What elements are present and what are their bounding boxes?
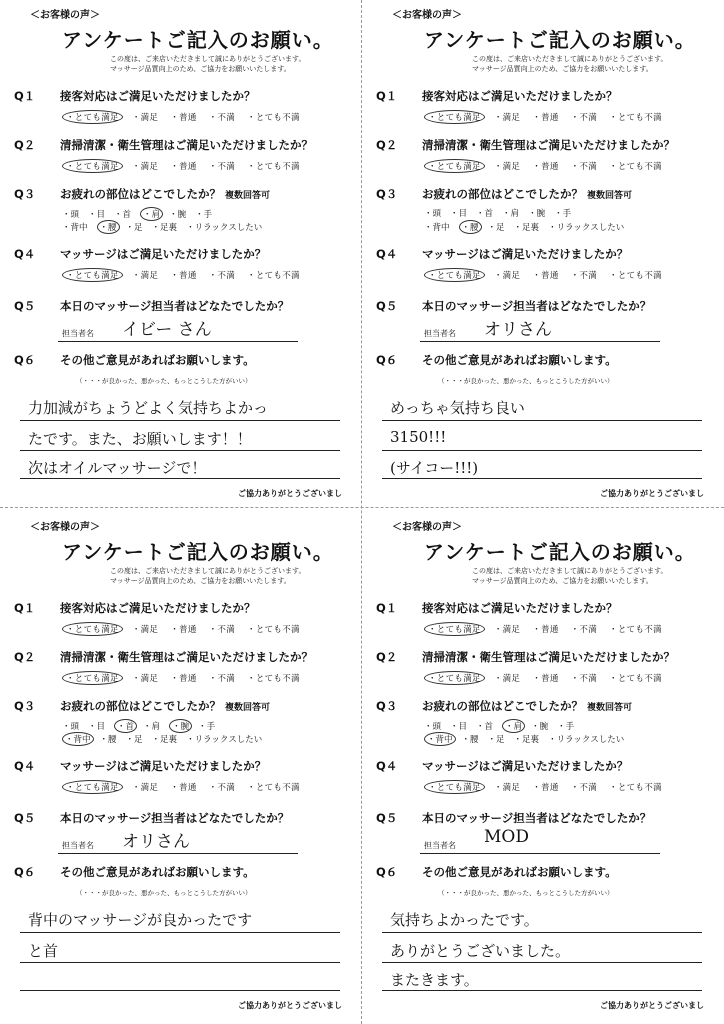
rating-option[interactable]: ・とても満足	[424, 780, 485, 794]
rating-option[interactable]: ・不満	[570, 783, 598, 793]
comment-hint: （・・・が良かった、悪かった、もっとこうした方がいい）	[76, 889, 252, 897]
question-text: お疲れの部位はどこでしたか？	[60, 699, 221, 713]
question-number: Q１	[376, 601, 398, 615]
q4-options	[424, 780, 674, 794]
body-part-option[interactable]: ・頭	[424, 209, 442, 219]
question-4	[376, 246, 628, 262]
rating-option[interactable]: ・満足	[493, 674, 521, 684]
rating-option[interactable]: ・満足	[131, 625, 159, 635]
body-part-option[interactable]: ・手	[195, 210, 213, 220]
body-part-option[interactable]: ・目	[88, 722, 106, 732]
rating-option[interactable]: ・とても満足	[424, 622, 485, 636]
question-3	[14, 698, 270, 714]
comment-line-3: (サイコー!!!)	[390, 459, 479, 477]
intro-text	[110, 566, 330, 586]
q3-body-row-2	[62, 220, 271, 234]
rating-option[interactable]: ・不満	[208, 113, 236, 123]
question-text: 接客対応はご満足いただけましたか？	[60, 601, 256, 615]
question-number: Q３	[376, 699, 398, 713]
question-6	[14, 864, 255, 880]
multi-answer-note: 複数回答可	[587, 191, 633, 201]
intro-text	[472, 54, 692, 74]
body-part-option[interactable]: ・足	[487, 223, 505, 233]
q1-options	[424, 110, 674, 124]
question-number: Q４	[376, 759, 398, 773]
rating-option[interactable]: ・普通	[170, 674, 197, 684]
thanks-text: ご協力ありがとうございまし	[238, 489, 342, 498]
comment-line-1: 気持ちよかったです。	[390, 911, 539, 929]
rating-option[interactable]: ・とても満足	[424, 159, 485, 173]
question-text: その他ご意見があればお願いします。	[60, 865, 255, 879]
rating-option[interactable]: ・普通	[532, 162, 559, 172]
body-part-option[interactable]: ・目	[450, 722, 468, 732]
question-2	[14, 137, 313, 153]
multi-answer-note: 複数回答可	[225, 191, 271, 201]
rating-option[interactable]: ・とても満足	[424, 110, 485, 124]
staff-name-line	[58, 341, 298, 342]
question-number: Q１	[14, 601, 36, 615]
comment-rule	[382, 450, 702, 451]
body-part-option[interactable]: ・リラックスしたい	[186, 223, 263, 233]
question-number: Q５	[376, 811, 398, 825]
question-5	[376, 810, 651, 826]
question-2	[376, 137, 675, 153]
rating-option[interactable]: ・とても不満	[609, 783, 662, 793]
rating-option[interactable]: ・満足	[493, 783, 521, 793]
staff-name-line	[58, 853, 298, 854]
question-text: その他ご意見があればお願いします。	[422, 865, 617, 879]
body-part-option[interactable]: ・首	[476, 209, 494, 219]
body-part-option[interactable]: ・リラックスしたい	[548, 735, 625, 745]
rating-option[interactable]: ・不満	[208, 625, 236, 635]
comment-rule	[20, 420, 340, 421]
question-text: 清掃清潔・衛生管理はご満足いただけましたか？	[422, 650, 675, 664]
q4-options	[62, 268, 312, 282]
header-tag: ＜お客様の声＞	[30, 10, 100, 21]
q3-body-row-2	[62, 732, 271, 746]
body-part-option[interactable]: ・頭	[62, 722, 80, 732]
question-number: Q２	[14, 138, 36, 152]
q1-options	[424, 622, 674, 636]
comment-line-2: ありがとうございました。	[390, 942, 571, 960]
question-text: お疲れの部位はどこでしたか？	[60, 187, 221, 201]
q4-options	[62, 780, 312, 794]
question-number: Q２	[376, 138, 398, 152]
question-3	[376, 698, 632, 714]
rating-option[interactable]: ・とても満足	[62, 780, 123, 794]
rating-option[interactable]: ・とても不満	[247, 271, 300, 281]
rating-option[interactable]: ・普通	[170, 162, 197, 172]
rating-option[interactable]: ・とても不満	[609, 625, 662, 635]
question-text: その他ご意見があればお願いします。	[60, 353, 255, 367]
comment-line-1: 力加減がちょうどよく気持ちよかっ	[28, 399, 269, 417]
rating-option[interactable]: ・とても満足	[62, 671, 123, 685]
question-number: Q４	[14, 759, 36, 773]
question-number: Q５	[14, 811, 36, 825]
rating-option[interactable]: ・とても満足	[424, 671, 485, 685]
survey-sheet-4	[362, 512, 712, 1012]
q4-options	[424, 268, 674, 282]
rating-option[interactable]: ・とても不満	[609, 271, 662, 281]
rating-option[interactable]: ・満足	[131, 783, 159, 793]
question-5	[14, 298, 289, 314]
thanks-text: ご協力ありがとうございまし	[238, 1001, 342, 1010]
staff-name-value: MOD	[484, 827, 529, 847]
survey-title: アンケートご記入のお願い。	[424, 540, 696, 564]
body-part-option[interactable]: ・腕	[531, 722, 549, 732]
rating-option[interactable]: ・普通	[532, 674, 559, 684]
question-2	[14, 649, 313, 665]
rating-option[interactable]: ・普通	[170, 783, 197, 793]
body-part-option[interactable]: ・腕	[169, 210, 187, 220]
body-part-option[interactable]: ・肩	[502, 209, 520, 219]
comment-line-3: 次はオイルマッサージで！	[28, 459, 207, 477]
body-part-option[interactable]: ・肩	[140, 207, 163, 221]
q3-body-row-1	[424, 207, 580, 219]
rating-option[interactable]: ・とても不満	[247, 113, 300, 123]
rating-option[interactable]: ・とても不満	[247, 162, 300, 172]
survey-sheet-3	[0, 512, 350, 1012]
question-number: Q５	[376, 299, 398, 313]
question-number: Q２	[376, 650, 398, 664]
rating-option[interactable]: ・とても不満	[609, 162, 662, 172]
question-text: 本日のマッサージ担当者はどなたでしたか？	[422, 299, 652, 313]
question-text: 清掃清潔・衛生管理はご満足いただけましたか？	[422, 138, 675, 152]
comment-line-2: と首	[28, 942, 59, 960]
body-part-option[interactable]: ・足	[125, 223, 143, 233]
q1-options	[62, 110, 312, 124]
intro-line-1: この度は、ご来店いただきまして誠にありがとうございます。	[472, 567, 668, 575]
rating-option[interactable]: ・不満	[570, 674, 598, 684]
body-part-option[interactable]: ・背中	[424, 732, 456, 746]
rating-option[interactable]: ・普通	[532, 783, 559, 793]
comment-rule	[20, 962, 340, 963]
body-part-option[interactable]: ・手	[557, 722, 575, 732]
q2-options	[62, 159, 312, 173]
rating-option[interactable]: ・普通	[170, 271, 197, 281]
comment-rule	[382, 478, 702, 479]
question-1	[376, 88, 618, 104]
question-6	[376, 352, 617, 368]
body-part-option[interactable]: ・足裏	[513, 223, 540, 233]
rating-option[interactable]: ・とても不満	[609, 113, 662, 123]
question-number: Q３	[14, 187, 36, 201]
question-3	[376, 186, 632, 202]
rating-option[interactable]: ・とても満足	[62, 622, 123, 636]
intro-line-2: マッサージ品質向上のため、ご協力をお願いいたします。	[110, 65, 291, 73]
survey-sheet-2	[362, 0, 712, 500]
question-3	[14, 186, 270, 202]
body-part-option[interactable]: ・背中	[424, 223, 450, 233]
rating-option[interactable]: ・満足	[493, 113, 521, 123]
body-part-option[interactable]: ・足	[125, 735, 143, 745]
question-number: Q６	[376, 865, 398, 879]
body-part-option[interactable]: ・首	[114, 719, 137, 733]
staff-name-label: 担当者名	[424, 841, 456, 850]
body-part-option[interactable]: ・腕	[528, 209, 546, 219]
comment-rule	[382, 962, 702, 963]
staff-name-line	[420, 341, 660, 342]
comment-rule	[382, 420, 702, 421]
q2-options	[424, 671, 674, 685]
body-part-option[interactable]: ・目	[88, 210, 106, 220]
intro-text	[110, 54, 330, 74]
survey-title: アンケートご記入のお願い。	[62, 28, 334, 52]
body-part-option[interactable]: ・腰	[97, 220, 120, 234]
question-text: 本日のマッサージ担当者はどなたでしたか？	[60, 811, 290, 825]
rating-option[interactable]: ・満足	[493, 271, 521, 281]
rating-option[interactable]: ・満足	[131, 162, 159, 172]
rating-option[interactable]: ・普通	[532, 625, 559, 635]
q3-body-row-1	[62, 207, 221, 221]
thanks-text: ご協力ありがとうございまし	[600, 1001, 704, 1010]
comment-line-3: またきます。	[390, 971, 479, 989]
body-part-option[interactable]: ・腰	[461, 735, 479, 745]
question-4	[14, 246, 266, 262]
body-part-option[interactable]: ・足裏	[151, 223, 178, 233]
question-6	[14, 352, 255, 368]
comment-line-1: 背中のマッサージが良かったです	[28, 911, 253, 929]
rating-option[interactable]: ・不満	[208, 674, 236, 684]
body-part-option[interactable]: ・手	[198, 722, 216, 732]
question-number: Q６	[14, 865, 36, 879]
body-part-option[interactable]: ・肩	[502, 719, 525, 733]
question-5	[376, 298, 651, 314]
body-part-option[interactable]: ・肩	[143, 722, 161, 732]
body-part-option[interactable]: ・背中	[62, 732, 94, 746]
rating-option[interactable]: ・不満	[208, 783, 236, 793]
rating-option[interactable]: ・とても不満	[609, 674, 662, 684]
body-part-option[interactable]: ・腰	[459, 220, 482, 234]
staff-name-value: オリさん	[484, 320, 552, 340]
staff-name-line	[420, 853, 660, 854]
question-number: Q５	[14, 299, 36, 313]
question-text: 清掃清潔・衛生管理はご満足いただけましたか？	[60, 138, 313, 152]
question-text: マッサージはご満足いただけましたか？	[60, 247, 267, 261]
rating-option[interactable]: ・満足	[493, 625, 521, 635]
body-part-option[interactable]: ・リラックスしたい	[548, 223, 625, 233]
intro-line-1: この度は、ご来店いただきまして誠にありがとうございます。	[472, 55, 668, 63]
comment-rule	[382, 990, 702, 991]
comment-rule	[20, 450, 340, 451]
q3-body-row-1	[62, 719, 224, 733]
question-number: Q１	[14, 89, 36, 103]
rating-option[interactable]: ・とても満足	[424, 268, 485, 282]
q2-options	[62, 671, 312, 685]
question-4	[14, 758, 266, 774]
body-part-option[interactable]: ・リラックスしたい	[186, 735, 263, 745]
comment-hint: （・・・が良かった、悪かった、もっとこうした方がいい）	[438, 889, 614, 897]
comment-rule	[382, 932, 702, 933]
question-2	[376, 649, 675, 665]
body-part-option[interactable]: ・背中	[62, 223, 88, 233]
rating-option[interactable]: ・満足	[493, 162, 521, 172]
survey-title: アンケートご記入のお願い。	[62, 540, 334, 564]
question-text: 本日のマッサージ担当者はどなたでしたか？	[60, 299, 290, 313]
rating-option[interactable]: ・とても満足	[62, 110, 123, 124]
multi-answer-note: 複数回答可	[587, 703, 633, 713]
intro-line-2: マッサージ品質向上のため、ご協力をお願いいたします。	[110, 577, 291, 585]
body-part-option[interactable]: ・手	[554, 209, 572, 219]
rating-option[interactable]: ・満足	[131, 113, 159, 123]
body-part-option[interactable]: ・頭	[424, 722, 442, 732]
question-number: Q４	[376, 247, 398, 261]
staff-name-label: 担当者名	[62, 841, 94, 850]
rating-option[interactable]: ・不満	[570, 271, 598, 281]
comment-hint: （・・・が良かった、悪かった、もっとこうした方がいい）	[76, 377, 252, 385]
rating-option[interactable]: ・とても不満	[247, 674, 300, 684]
staff-name-label: 担当者名	[62, 329, 94, 338]
body-part-option[interactable]: ・足裏	[513, 735, 540, 745]
comment-rule	[20, 990, 340, 991]
survey-sheet-1	[0, 0, 350, 500]
q2-options	[424, 159, 674, 173]
rating-option[interactable]: ・とても満足	[62, 268, 123, 282]
rating-option[interactable]: ・満足	[131, 674, 159, 684]
question-text: マッサージはご満足いただけましたか？	[422, 759, 629, 773]
question-number: Q４	[14, 247, 36, 261]
body-part-option[interactable]: ・足裏	[151, 735, 178, 745]
question-1	[14, 600, 256, 616]
question-4	[376, 758, 628, 774]
header-tag: ＜お客様の声＞	[392, 10, 462, 21]
multi-answer-note: 複数回答可	[225, 703, 271, 713]
question-text: お疲れの部位はどこでしたか？	[422, 187, 583, 201]
rating-option[interactable]: ・普通	[532, 113, 559, 123]
comment-line-1: めっちゃ気持ち良い	[390, 399, 525, 417]
staff-name-label: 担当者名	[424, 329, 456, 338]
question-text: 接客対応はご満足いただけましたか？	[422, 601, 618, 615]
question-5	[14, 810, 289, 826]
question-number: Q２	[14, 650, 36, 664]
question-1	[376, 600, 618, 616]
intro-line-1: この度は、ご来店いただきまして誠にありがとうございます。	[110, 55, 306, 63]
comment-rule	[20, 932, 340, 933]
rating-option[interactable]: ・普通	[170, 625, 197, 635]
question-text: その他ご意見があればお願いします。	[422, 353, 617, 367]
thanks-text: ご協力ありがとうございまし	[600, 489, 704, 498]
question-number: Q１	[376, 89, 398, 103]
q3-body-row-1	[424, 719, 583, 733]
rating-option[interactable]: ・とても不満	[247, 625, 300, 635]
question-1	[14, 88, 256, 104]
rating-option[interactable]: ・不満	[570, 113, 598, 123]
question-number: Q３	[14, 699, 36, 713]
rating-option[interactable]: ・普通	[170, 113, 197, 123]
rating-option[interactable]: ・普通	[532, 271, 559, 281]
body-part-option[interactable]: ・頭	[62, 210, 80, 220]
body-part-option[interactable]: ・腰	[99, 735, 117, 745]
header-tag: ＜お客様の声＞	[30, 522, 100, 533]
body-part-option[interactable]: ・目	[450, 209, 468, 219]
question-number: Q３	[376, 187, 398, 201]
intro-line-1: この度は、ご来店いただきまして誠にありがとうございます。	[110, 567, 306, 575]
intro-text	[472, 566, 692, 586]
question-text: 本日のマッサージ担当者はどなたでしたか？	[422, 811, 652, 825]
question-6	[376, 864, 617, 880]
rating-option[interactable]: ・とても満足	[62, 159, 123, 173]
question-text: 接客対応はご満足いただけましたか？	[60, 89, 256, 103]
staff-name-value: イビー さん	[122, 320, 212, 340]
intro-line-2: マッサージ品質向上のため、ご協力をお願いいたします。	[472, 577, 653, 585]
rating-option[interactable]: ・不満	[570, 625, 598, 635]
comment-line-2: 3150!!!	[390, 428, 447, 446]
body-part-option[interactable]: ・首	[114, 210, 132, 220]
question-text: 接客対応はご満足いただけましたか？	[422, 89, 618, 103]
staff-name-value: オリさん	[122, 832, 190, 852]
rating-option[interactable]: ・不満	[570, 162, 598, 172]
comment-hint: （・・・が良かった、悪かった、もっとこうした方がいい）	[438, 377, 614, 385]
survey-title: アンケートご記入のお願い。	[424, 28, 696, 52]
horizontal-divider	[0, 507, 724, 508]
rating-option[interactable]: ・満足	[131, 271, 159, 281]
rating-option[interactable]: ・とても不満	[247, 783, 300, 793]
question-number: Q６	[376, 353, 398, 367]
rating-option[interactable]: ・不満	[208, 162, 236, 172]
comment-rule	[20, 478, 340, 479]
q3-body-row-2	[424, 220, 633, 234]
rating-option[interactable]: ・不満	[208, 271, 236, 281]
q1-options	[62, 622, 312, 636]
question-text: マッサージはご満足いただけましたか？	[60, 759, 267, 773]
body-part-option[interactable]: ・足	[487, 735, 505, 745]
question-number: Q６	[14, 353, 36, 367]
comment-line-2: たです。また、お願いします！！	[28, 430, 252, 448]
body-part-option[interactable]: ・首	[476, 722, 494, 732]
intro-line-2: マッサージ品質向上のため、ご協力をお願いいたします。	[472, 65, 653, 73]
question-text: マッサージはご満足いただけましたか？	[422, 247, 629, 261]
question-text: お疲れの部位はどこでしたか？	[422, 699, 583, 713]
header-tag: ＜お客様の声＞	[392, 522, 462, 533]
q3-body-row-2	[424, 732, 633, 746]
body-part-option[interactable]: ・腕	[169, 719, 192, 733]
question-text: 清掃清潔・衛生管理はご満足いただけましたか？	[60, 650, 313, 664]
